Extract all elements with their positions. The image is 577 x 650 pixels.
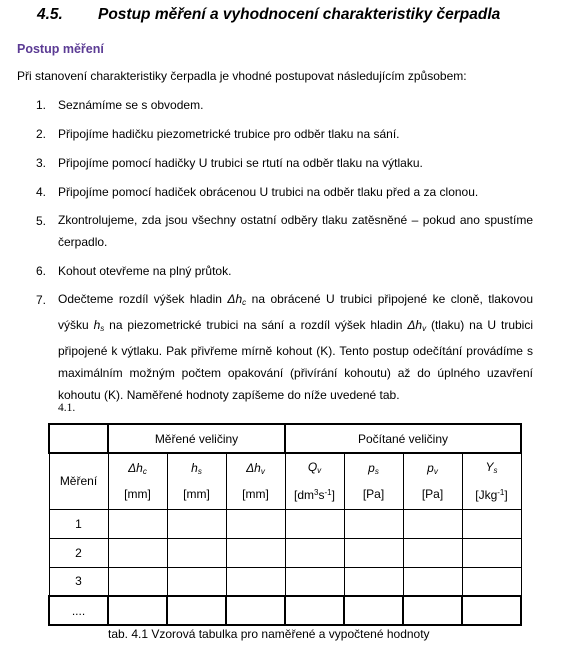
row-label: .... xyxy=(49,596,108,625)
table-cell xyxy=(403,538,462,567)
step-number: 6. xyxy=(36,264,47,278)
table-cell xyxy=(344,509,403,538)
row-label: 2 xyxy=(49,538,108,567)
step-text: Seznámíme se s obvodem. xyxy=(58,98,204,112)
table-cell xyxy=(462,538,521,567)
column-header: $h_s$ [mm] xyxy=(167,453,226,509)
table-cell xyxy=(285,596,344,625)
step-text: Připojíme pomocí hadiček obrácenou U trubici na odběr tlaku před a za clonou. xyxy=(58,185,479,199)
table-cell xyxy=(167,596,226,625)
table-row xyxy=(49,538,521,567)
table-cell xyxy=(108,538,167,567)
table-cell xyxy=(108,567,167,596)
table-cell xyxy=(167,567,226,596)
subheading: Postup měření xyxy=(17,42,104,56)
table-cell xyxy=(403,509,462,538)
table-row xyxy=(49,567,521,596)
table-cell xyxy=(226,538,285,567)
table-row xyxy=(49,596,521,625)
step-text: Zkontrolujeme, zda jsou všechny ostatní odběry tlaku zatěsněné – pokud ano spustíme čerpadlo. xyxy=(58,213,533,249)
row-header-label: Měření xyxy=(49,453,108,509)
table-cell xyxy=(226,596,285,625)
step-number: 1. xyxy=(36,98,47,112)
intro-paragraph: Při stanovení charakteristiky čerpadla je vhodné postupovat následujícím způsobem: xyxy=(17,69,467,83)
step-text: Kohout otevřeme na plný průtok. xyxy=(58,264,232,278)
measurement-table xyxy=(48,423,522,626)
step-number: 4. xyxy=(36,185,47,199)
column-header: $p_s$ [Pa] xyxy=(344,453,403,509)
table-cell xyxy=(108,596,167,625)
table-caption: tab. 4.1 Vzorová tabulka pro naměřené a vypočtené hodnoty xyxy=(108,627,430,641)
table-cell xyxy=(226,509,285,538)
step-number: 3. xyxy=(36,156,47,170)
section-title: Postup měření a vyhodnocení charakteristiky čerpadla xyxy=(98,6,501,23)
column-header: $p_v$ [Pa] xyxy=(403,453,462,509)
step-text: Připojíme hadičku piezometrické trubice pro odběr tlaku na sání. xyxy=(58,127,400,141)
column-header: $\Delta h_c$ [mm] xyxy=(108,453,167,509)
step-text: Připojíme pomocí hadičky U trubici se rtutí na odběr tlaku na výtlaku. xyxy=(58,156,423,170)
group-header-computed: Počítané veličiny xyxy=(285,424,521,453)
table-cell xyxy=(167,538,226,567)
column-header: $\Delta h_v$ [mm] xyxy=(226,453,285,509)
table-cell xyxy=(108,509,167,538)
table-cell xyxy=(462,567,521,596)
column-header: $Y_s$ [Jkg$^{-1}$] xyxy=(462,453,521,509)
table-cell xyxy=(403,567,462,596)
step-number: 7. xyxy=(36,293,47,307)
table-corner xyxy=(49,424,108,453)
table-cell xyxy=(226,567,285,596)
table-cell xyxy=(344,538,403,567)
step-number: 5. xyxy=(36,214,47,228)
table-cell xyxy=(344,567,403,596)
step-number: 2. xyxy=(36,127,47,141)
column-header: $Q_v$ $[dm^3s^{-1}]$ xyxy=(285,453,344,509)
table-cell xyxy=(285,509,344,538)
table-cell xyxy=(462,596,521,625)
step-text-tail: 4.1. xyxy=(58,402,76,414)
step-text: Odečteme rozdíl výšek hladin $\Delta h_c$ na obrácené U trubici připojené ke cloně, tlakovou výšku $h_s$ na piezometrické trubici na sání a rozdíl výšek hladin $\Delta h_v$ (tlaku) na U trubici připojené k výtlaku. Pak přivřeme mírně kohout (K). Tento postup odečítání provádíme s maximálním možným počtem opakování (přivírání kohoutu) až do úplného uzavření kohoutu (K). Naměřené hodnoty zapíšeme do níže uvedené tab. xyxy=(58,292,533,402)
row-label: 3 xyxy=(49,567,108,596)
table-cell xyxy=(285,538,344,567)
table-cell xyxy=(403,596,462,625)
section-number: 4.5. xyxy=(37,6,63,23)
table-cell xyxy=(462,509,521,538)
group-header-measured: Měřené veličiny xyxy=(108,424,285,453)
table-row xyxy=(49,509,521,538)
table-cell xyxy=(285,567,344,596)
table-cell xyxy=(167,509,226,538)
row-label: 1 xyxy=(49,509,108,538)
table-cell xyxy=(344,596,403,625)
